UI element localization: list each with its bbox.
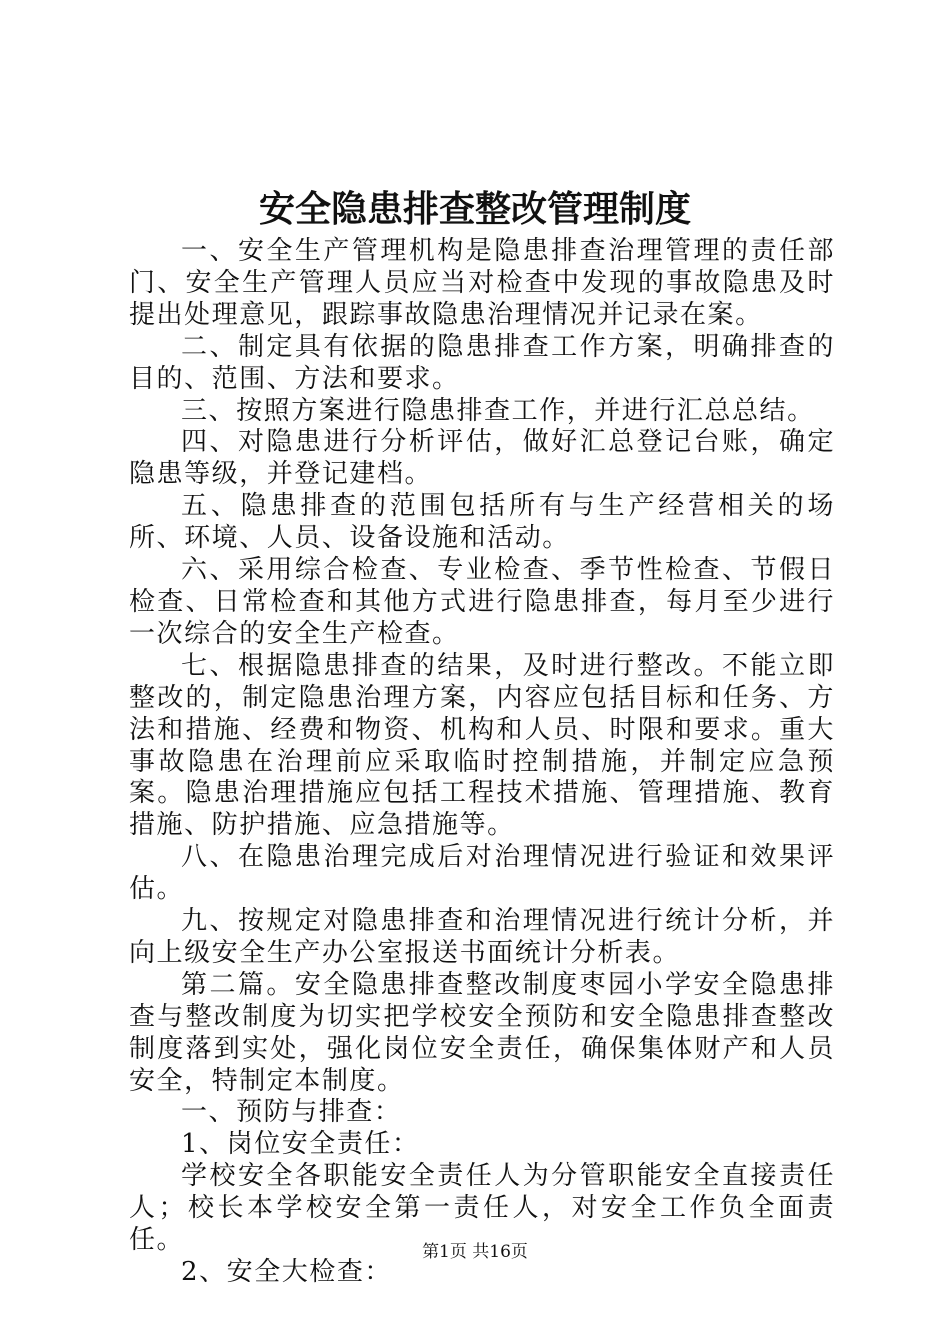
document-title: 安全隐患排查整改管理制度	[258, 188, 691, 230]
paragraph-part-two: 第二篇。安全隐患排查整改制度枣园小学安全隐患排查与整改制度为切实把学校安全预防和安全隐患排查整改制度落到实处，强化岗位安全责任，确保集体财产和人员安全，特制定本制度。	[129, 969, 835, 1096]
paragraph-3: 三、按照方案进行隐患排查工作，并进行汇总总结。	[181, 395, 815, 426]
paragraph-2: 二、制定具有依据的隐患排查工作方案，明确排查的目的、范围、方法和要求。	[129, 331, 835, 394]
subsection-heading-responsibility: 1、岗位安全责任：	[181, 1129, 420, 1160]
paragraph-4: 四、对隐患进行分析评估，做好汇总登记台账，确定隐患等级，并登记建档。	[129, 427, 835, 490]
paragraph-5: 五、隐患排查的范围包括所有与生产经营相关的场所、环境、人员、设备设施和活动。	[129, 491, 835, 554]
paragraph-9: 九、按规定对隐患排查和治理情况进行统计分析，并向上级安全生产办公室报送书面统计分析表。	[129, 906, 835, 968]
paragraph-1: 一、安全生产管理机构是隐患排查治理管理的责任部门、安全生产管理人员应当对检查中发现的事故隐患及时提出处理意见，跟踪事故隐患治理情况并记录在案。	[129, 236, 835, 330]
page-footer: 第1页 共16页	[422, 1242, 528, 1262]
paragraph-8: 八、在隐患治理完成后对治理情况进行验证和效果评估。	[129, 842, 835, 905]
section-heading-prevention: 一、预防与排查：	[181, 1097, 402, 1128]
subsection-heading-inspection: 2、安全大检查：	[181, 1257, 392, 1287]
paragraph-6: 六、采用综合检查、专业检查、季节性检查、节假日检查、日常检查和其他方式进行隐患排查，每月至少进行一次综合的安全生产检查。	[129, 555, 835, 649]
document-body	[129, 236, 835, 1289]
paragraph-responsibility: 学校安全各职能安全责任人为分管职能安全直接责任人；校长本学校安全第一责任人，对安全工作负全面责任。	[129, 1161, 835, 1256]
paragraph-7: 七、根据隐患排查的结果，及时进行整改。不能立即整改的，制定隐患治理方案，内容应包括目标和任务、方法和措施、经费和物资、机构和人员、时限和要求。重大事故隐患在治理前应采取临时控制措施，并制定应急预案。隐患治理措施应包括工程技术措施、管理措施、教育措施、防护措施、应急措施等。	[129, 650, 835, 841]
